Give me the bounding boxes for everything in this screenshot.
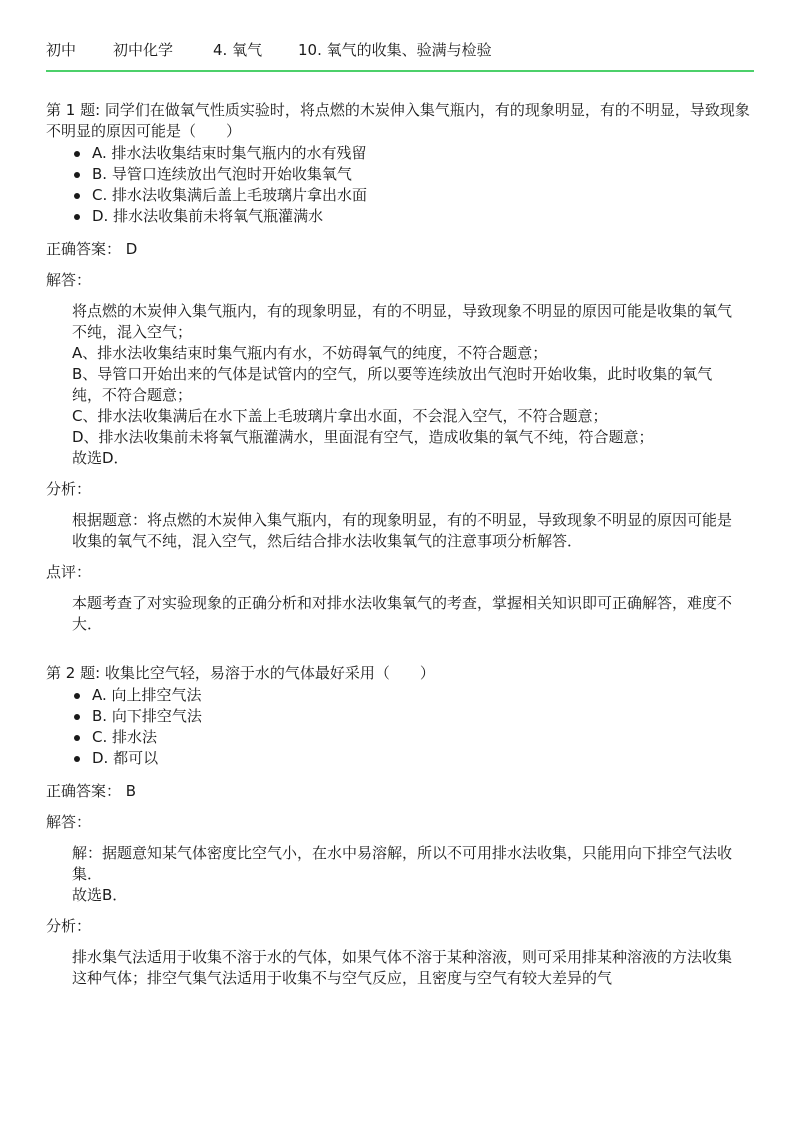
solution-line: C、排水法收集满后在水下盖上毛玻璃片拿出水面，不会混入空气，不符合题意； bbox=[72, 407, 608, 425]
question-1-title: 第 1 题: 同学们在做氧气性质实验时，将点燃的木炭伸入集气瓶内，有的现象明显，有的不明显，导致现象不明显的原因可能是（ ） bbox=[46, 101, 750, 140]
question-1-option-d: D. 排水法收集前未将氧气瓶灌满水 bbox=[74, 206, 758, 227]
question-1-solution bbox=[46, 301, 732, 469]
comment-text: 本题考查了对实验现象的正确分析和对排水法收集氧气的考查，掌握相关知识即可正确解答，难度不大． bbox=[72, 594, 733, 633]
answer-value: B bbox=[125, 782, 137, 800]
question-2-option-b: B. 向下排空气法 bbox=[74, 706, 758, 727]
question-2-answer bbox=[46, 781, 758, 802]
question-1-solution-label: 解答： bbox=[46, 271, 92, 289]
solution-line: 故选B． bbox=[72, 886, 128, 904]
solution-line: 故选D． bbox=[72, 449, 129, 467]
question-2-option-d: D. 都可以 bbox=[74, 748, 758, 769]
solution-line: D、排水法收集前未将氧气瓶灌满水，里面混有空气，造成收集的氧气不纯，符合题意； bbox=[72, 428, 654, 446]
question-1-options bbox=[46, 143, 758, 227]
question-2-analysis bbox=[46, 947, 732, 989]
question-1-analysis-label: 分析： bbox=[46, 480, 92, 498]
question-spacer bbox=[46, 645, 758, 663]
questions-content bbox=[46, 100, 758, 999]
question-1-comment-label: 点评： bbox=[46, 563, 92, 581]
question-1-option-b: B. 导管口连续放出气泡时开始收集氧气 bbox=[74, 164, 758, 185]
question-1-comment bbox=[46, 593, 732, 635]
analysis-text: 排水集气法适用于收集不溶于水的气体，如果气体不溶于某种溶液，则可采用排某种溶液的方法收集这种气体；排空气集气法适用于收集不与空气反应，且密度与空气有较大差异的气 bbox=[72, 948, 733, 987]
question-2-solution-label: 解答： bbox=[46, 813, 92, 831]
question-2-option-a: A. 向上排空气法 bbox=[74, 685, 758, 706]
breadcrumb-level: 初中 bbox=[46, 41, 77, 59]
question-2-analysis-label: 分析： bbox=[46, 917, 92, 935]
solution-line: 将点燃的木炭伸入集气瓶内，有的现象明显，有的不明显，导致现象不明显的原因可能是收集的氧气不纯，混入空气； bbox=[72, 302, 733, 341]
solution-line: 解：据题意知某气体密度比空气小，在水中易溶解，所以不可用排水法收集，只能用向下排空气法收集． bbox=[72, 844, 733, 883]
header-divider bbox=[46, 70, 754, 72]
answer-label: 正确答案： bbox=[46, 240, 122, 258]
question-2-solution bbox=[46, 843, 732, 906]
question-1-option-a: A. 排水法收集结束时集气瓶内的水有残留 bbox=[74, 143, 758, 164]
question-2-option-c: C. 排水法 bbox=[74, 727, 758, 748]
question-1-option-c: C. 排水法收集满后盖上毛玻璃片拿出水面 bbox=[74, 185, 758, 206]
question-1-analysis bbox=[46, 510, 732, 552]
breadcrumb-subject: 初中化学 bbox=[113, 41, 174, 59]
question-2-title: 第 2 题: 收集比空气轻，易溶于水的气体最好采用（ ） bbox=[46, 664, 435, 682]
breadcrumb-chapter: 4. 氧气 bbox=[213, 41, 263, 59]
breadcrumb-section: 10. 氧气的收集、验满与检验 bbox=[298, 41, 492, 59]
analysis-text: 根据题意：将点燃的木炭伸入集气瓶内，有的现象明显，有的不明显，导致现象不明显的原因可能是收集的氧气不纯，混入空气，然后结合排水法收集氧气的注意事项分析解答． bbox=[72, 511, 733, 550]
solution-line: B、导管口开始出来的气体是试管内的空气，所以要等连续放出气泡时开始收集，此时收集的氧气纯，不符合题意； bbox=[72, 365, 713, 404]
answer-value: D bbox=[125, 240, 138, 258]
question-2-options bbox=[46, 685, 758, 769]
answer-label: 正确答案： bbox=[46, 782, 122, 800]
question-1-answer bbox=[46, 239, 758, 260]
solution-line: A、排水法收集结束时集气瓶内有水，不妨碍氧气的纯度，不符合题意； bbox=[72, 344, 548, 362]
breadcrumb bbox=[46, 40, 754, 60]
